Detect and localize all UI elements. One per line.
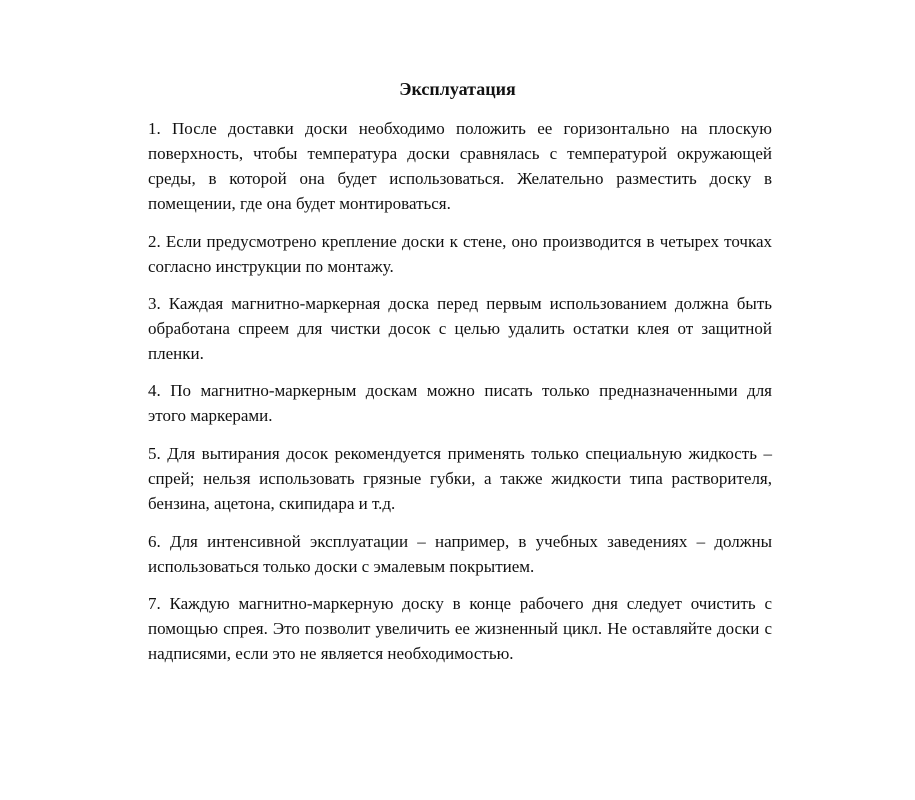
paragraph-7: 7. Каждую магнитно-маркерную доску в конце рабочего дня следует очистить с помощью спрея. Это позволит увеличить ее жизненный цикл. Не оставляйте доски с надписями, если это не является необходимостью.	[148, 594, 772, 663]
paragraph-1: 1. После доставки доски необходимо положить ее горизонтально на плоскую поверхность, чтобы температура доски сравнялась с температурой окружающей среды, в которой она будет использоваться. Желательно разместить доску в помещении, где она будет монтироваться.	[148, 119, 772, 213]
paragraph-5: 5. Для вытирания досок рекомендуется применять только специальную жидкость – спрей; нельзя использовать грязные губки, а также жидкости типа растворителя, бензина, ацетона, скипидара и т.д.	[148, 444, 772, 513]
document-title: Эксплуатация	[399, 79, 516, 99]
paragraph-2: 2. Если предусмотрено крепление доски к стене, оно производится в четырех точках согласно инструкции по монтажу.	[148, 232, 772, 276]
paragraph-3: 3. Каждая магнитно-маркерная доска перед первым использованием должна быть обработана спреем для чистки досок с целью удалить остатки клея от защитной пленки.	[148, 294, 772, 363]
paragraph-6: 6. Для интенсивной эксплуатации – например, в учебных заведениях – должны использоваться только доски с эмалевым покрытием.	[148, 532, 772, 576]
paragraph-4: 4. По магнитно-маркерным доскам можно писать только предназначенными для этого маркерами.	[148, 381, 772, 425]
